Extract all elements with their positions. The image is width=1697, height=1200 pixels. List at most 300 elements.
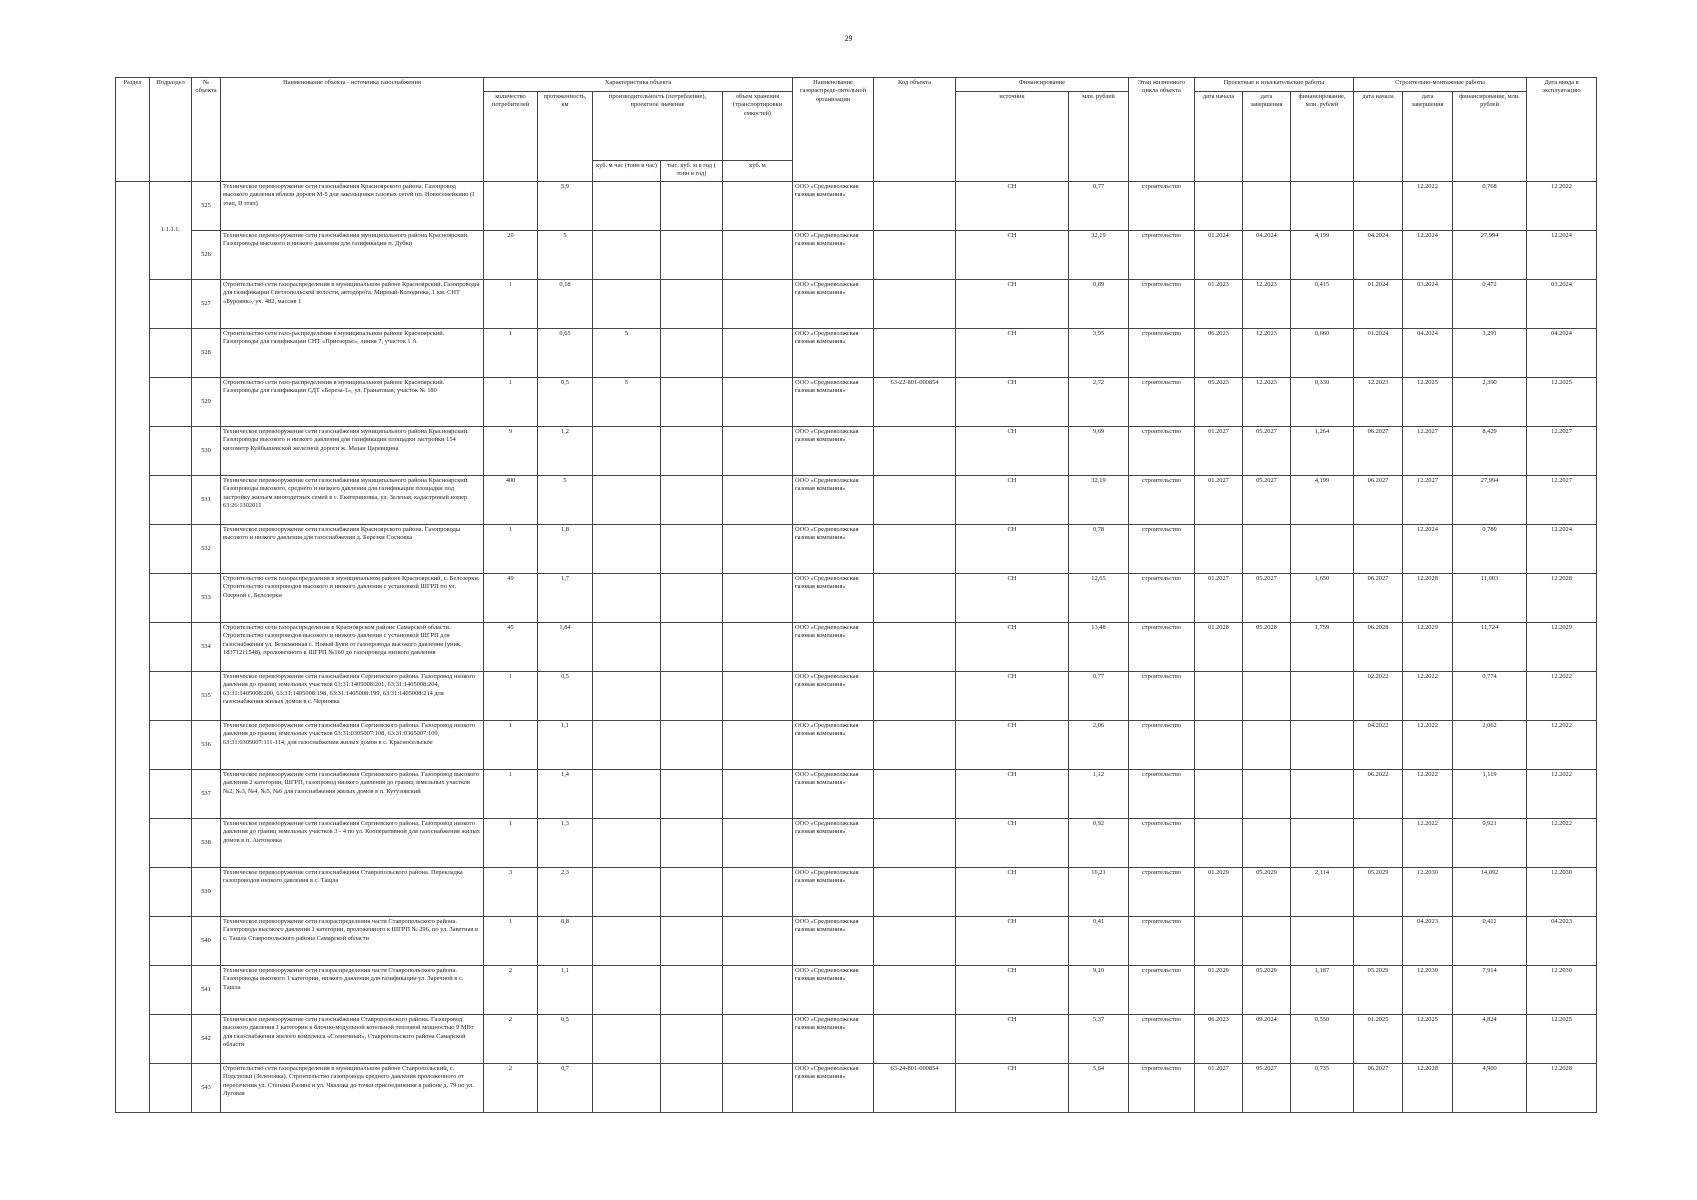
lifecycle-stage-cell: строительство (1129, 476, 1195, 525)
organization-cell: ООО «Средневолжская газовая компания» (793, 378, 874, 427)
header-unit-cubic-year: тыс. куб. м в год ( тонн в год) (661, 161, 723, 182)
object-code-cell (874, 329, 956, 378)
length-cell: 2,3 (538, 868, 593, 917)
object-number-cell: 534 (192, 623, 221, 672)
subsection-cell (150, 917, 192, 966)
design-end-cell: 05.2027 (1243, 476, 1291, 525)
design-financing-cell: 1,759 (1291, 623, 1354, 672)
commission-date-cell: 12.2024 (1527, 231, 1597, 280)
design-start-cell (1195, 672, 1243, 721)
design-end-cell: 05.2027 (1243, 1064, 1291, 1113)
construction-end-cell: 12.2030 (1403, 868, 1453, 917)
consumers-cell: 20 (484, 231, 538, 280)
design-end-cell: 12.2023 (1243, 280, 1291, 329)
organization-cell: ООО «Средневолжская газовая компания» (793, 770, 874, 819)
financing-mln-cell: 3,95 (1069, 329, 1129, 378)
construction-start-cell: 06.2022 (1354, 770, 1403, 819)
construction-start-cell: 04.2022 (1354, 721, 1403, 770)
construction-financing-cell: 0,921 (1453, 819, 1527, 868)
subsection-cell (150, 329, 192, 378)
commission-date-cell: 04.2023 (1527, 917, 1597, 966)
construction-end-cell: 12.2030 (1403, 966, 1453, 1015)
header-design-start: дата начала (1195, 92, 1243, 182)
storage-cell (723, 770, 793, 819)
header-construction-financing: финансирование, млн. рублей (1453, 92, 1527, 182)
subsection-cell (150, 672, 192, 721)
commission-date-cell: 12.2022 (1527, 819, 1597, 868)
construction-start-cell: 04.2024 (1354, 231, 1403, 280)
capacity-hour-cell: 5 (593, 378, 661, 427)
design-financing-cell: 4,199 (1291, 231, 1354, 280)
table-row (116, 966, 1597, 1015)
consumers-cell: 45 (484, 623, 538, 672)
subsection-cell (150, 1015, 192, 1064)
table-row (116, 280, 1597, 329)
header-object-name: Наименование объекта - источника газоснабжения (221, 78, 484, 182)
construction-start-cell (1354, 182, 1403, 231)
financing-mln-cell: 13,48 (1069, 623, 1129, 672)
capacity-hour-cell (593, 917, 661, 966)
commission-date-cell: 12.2022 (1527, 721, 1597, 770)
design-end-cell (1243, 721, 1291, 770)
consumers-cell: 2 (484, 1064, 538, 1113)
financing-source-cell: СН (956, 574, 1069, 623)
storage-cell (723, 1015, 793, 1064)
header-financing-mln: млн. рублей (1069, 92, 1129, 182)
financing-mln-cell: 5,64 (1069, 1064, 1129, 1113)
capacity-year-cell (661, 378, 723, 427)
construction-financing-cell: 0,472 (1453, 280, 1527, 329)
financing-mln-cell: 0,92 (1069, 819, 1129, 868)
design-end-cell: 05.2027 (1243, 574, 1291, 623)
object-number-cell: 536 (192, 721, 221, 770)
design-start-cell (1195, 182, 1243, 231)
design-start-cell: 06.2023 (1195, 329, 1243, 378)
capacity-hour-cell (593, 574, 661, 623)
financing-source-cell: СН (956, 427, 1069, 476)
design-financing-cell: 4,199 (1291, 476, 1354, 525)
header-commission-date: Дата ввода в эксплуатацию (1527, 78, 1597, 182)
object-code-cell: 63-24-801-000854 (874, 1064, 956, 1113)
length-cell: 0,7 (538, 1064, 593, 1113)
table-row (116, 721, 1597, 770)
length-cell: 1,8 (538, 525, 593, 574)
length-cell: 1,1 (538, 966, 593, 1015)
design-end-cell (1243, 182, 1291, 231)
table-row (116, 329, 1597, 378)
object-name-cell: Строительство сети газораспределения в муниципальном районе Ставропольский, с. Подстепки (Зеленовка). Строительство газопровода среднего давления проложенного от пересечения ул. Степана Разина и ул. Чкалова до точки присоединения в районе д. 79 по ул. Луговая (221, 1064, 484, 1113)
table-row (116, 1064, 1597, 1113)
object-name-cell: Техническое перевооружение сети газоснабжения Сергиевского района. Газопровод высокого давления 2 категории, ШГРП, газопровод низкого давления до границ земельных участков №2, №3, №4, №5, №6 для газоснабжения жилых домов в п. Кутузовский (221, 770, 484, 819)
lifecycle-stage-cell: строительство (1129, 623, 1195, 672)
construction-financing-cell: 4,900 (1453, 1064, 1527, 1113)
object-name-cell: Строительство сети газораспределения в Красноярском районе Самарской области. Строительство газопроводов высокого и низкого давления с установкой ШГРП для газоснабжения ул. Безымянная с. Новый Буян от газопровода высокого давления (уник. 18371211548), проложенного к ШГРП №160 до газопровода низкого давления (221, 623, 484, 672)
capacity-year-cell (661, 525, 723, 574)
consumers-cell: 1 (484, 721, 538, 770)
design-start-cell: 01.2028 (1195, 623, 1243, 672)
table-row (116, 1015, 1597, 1064)
lifecycle-stage-cell: строительство (1129, 770, 1195, 819)
object-code-cell (874, 525, 956, 574)
storage-cell (723, 280, 793, 329)
construction-financing-cell: 0,411 (1453, 917, 1527, 966)
object-name-cell: Техническое перевооружение сети газоснабжения муниципального района Красноярский. Газопроводы высокого и низкого давления для газификации площадки застройки 154 километр Куйбышевской железной дороги ж. Мазан Царевщина (221, 427, 484, 476)
capacity-hour-cell: 5 (593, 329, 661, 378)
commission-date-cell: 03.2024 (1527, 280, 1597, 329)
commission-date-cell: 12.2024 (1527, 525, 1597, 574)
length-cell: 1,84 (538, 623, 593, 672)
capacity-hour-cell (593, 231, 661, 280)
length-cell: 1,7 (538, 574, 593, 623)
consumers-cell: 1 (484, 280, 538, 329)
construction-end-cell: 04.2023 (1403, 917, 1453, 966)
object-number-cell: 528 (192, 329, 221, 378)
design-end-cell (1243, 525, 1291, 574)
table-body (116, 182, 1597, 1113)
consumers-cell: 1 (484, 525, 538, 574)
consumers-cell: 49 (484, 574, 538, 623)
table-row (116, 770, 1597, 819)
financing-mln-cell: 2,72 (1069, 378, 1129, 427)
design-start-cell: 01.2027 (1195, 574, 1243, 623)
subsection-cell (150, 525, 192, 574)
organization-cell: ООО «Средневолжская газовая компания» (793, 917, 874, 966)
object-number-cell: 542 (192, 1015, 221, 1064)
storage-cell (723, 427, 793, 476)
object-name-cell: Техническое перевооружение сети газоснабжения Ставропольского района. Перекладка газопроводов низкого давления в с. Тащла (221, 868, 484, 917)
construction-start-cell: 02.2022 (1354, 672, 1403, 721)
design-end-cell: 09.2024 (1243, 1015, 1291, 1064)
capacity-hour-cell (593, 476, 661, 525)
construction-financing-cell: 7,914 (1453, 966, 1527, 1015)
financing-source-cell: СН (956, 329, 1069, 378)
table-row (116, 868, 1597, 917)
construction-end-cell: 12.2029 (1403, 623, 1453, 672)
financing-mln-cell: 0,77 (1069, 672, 1129, 721)
design-financing-cell (1291, 672, 1354, 721)
object-name-cell: Техническое перевооружение сети газоснабжения Сергиевского района. Газопровод низкого давления до границ земельных участков 3 - 4 по ул. Кооперативной для газоснабжения жилых домов в п. Антоновка (221, 819, 484, 868)
object-code-cell: 63-22-801-000854 (874, 378, 956, 427)
capacity-year-cell (661, 623, 723, 672)
construction-start-cell: 01.2024 (1354, 329, 1403, 378)
construction-start-cell: 01.2025 (1354, 1015, 1403, 1064)
organization-cell: ООО «Средневолжская газовая компания» (793, 672, 874, 721)
length-cell: 0,8 (538, 917, 593, 966)
design-start-cell: 01.2023 (1195, 280, 1243, 329)
capacity-hour-cell (593, 868, 661, 917)
financing-mln-cell: 12,65 (1069, 574, 1129, 623)
commission-date-cell: 12.2029 (1527, 623, 1597, 672)
object-name-cell: Техническое перевооружение сети газоснабжения Сергиевского района. Газопровод низкого давления до границ земельных участков 63:31:0305007:108, 63:31:0305007:109, 63:31:0305007:111-114, для газоснабжения жилых домов в с. Красносельское (221, 721, 484, 770)
subsection-cell (150, 770, 192, 819)
subsection-cell (150, 868, 192, 917)
table-row (116, 231, 1597, 280)
object-number-cell: 525 (192, 182, 221, 231)
construction-financing-cell: 11,003 (1453, 574, 1527, 623)
header-organization: Наименование газораспреде-лительной организации (793, 78, 874, 182)
organization-cell: ООО «Средневолжская газовая компания» (793, 1015, 874, 1064)
storage-cell (723, 574, 793, 623)
financing-mln-cell: 1,12 (1069, 770, 1129, 819)
construction-end-cell: 03.2024 (1403, 280, 1453, 329)
financing-source-cell: СН (956, 182, 1069, 231)
commission-date-cell: 12.2022 (1527, 770, 1597, 819)
design-start-cell (1195, 721, 1243, 770)
design-start-cell: 01.2027 (1195, 427, 1243, 476)
financing-source-cell: СН (956, 819, 1069, 868)
organization-cell: ООО «Средневолжская газовая компания» (793, 182, 874, 231)
object-number-cell: 535 (192, 672, 221, 721)
design-end-cell: 12.2023 (1243, 378, 1291, 427)
header-lifecycle-stage: Этап жизненного цикла объекта (1129, 78, 1195, 182)
construction-financing-cell: 2,062 (1453, 721, 1527, 770)
design-end-cell: 05.2028 (1243, 623, 1291, 672)
storage-cell (723, 182, 793, 231)
object-name-cell: Строительство сети газо-распределения в муниципальном районе Красноярский. Газопроводы для газификации СНТ «Приозерье», линия 7, участок 1 А (221, 329, 484, 378)
table-row (116, 623, 1597, 672)
financing-mln-cell: 32,19 (1069, 231, 1129, 280)
capacity-year-cell (661, 770, 723, 819)
table-row (116, 378, 1597, 427)
organization-cell: ООО «Средневолжская газовая компания» (793, 280, 874, 329)
construction-financing-cell: 3,291 (1453, 329, 1527, 378)
design-end-cell: 12.2023 (1243, 329, 1291, 378)
financing-mln-cell: 9,10 (1069, 966, 1129, 1015)
design-end-cell: 05.2027 (1243, 427, 1291, 476)
header-design-works: Проектные и изыскательские работы (1195, 78, 1354, 92)
object-code-cell (874, 280, 956, 329)
object-name-cell: Строительство сети газо-распределения в муниципальном районе Красноярский. Газопроводы для газификации СДТ «Береза-1», ул. Гранатовая, участок № 180 (221, 378, 484, 427)
header-object-code: Код объекта (874, 78, 956, 182)
header-design-financing: финансирование, млн. рублей (1291, 92, 1354, 182)
consumers-cell: 2 (484, 966, 538, 1015)
lifecycle-stage-cell: строительство (1129, 427, 1195, 476)
capacity-year-cell (661, 182, 723, 231)
financing-mln-cell: 5,37 (1069, 1015, 1129, 1064)
subsection-cell (150, 721, 192, 770)
capacity-hour-cell (593, 1064, 661, 1113)
capacity-year-cell (661, 1064, 723, 1113)
construction-end-cell: 12.2027 (1403, 476, 1453, 525)
length-cell: 1,1 (538, 721, 593, 770)
construction-financing-cell: 11,724 (1453, 623, 1527, 672)
construction-end-cell: 12.2025 (1403, 1015, 1453, 1064)
header-consumers: количество потребителей (484, 92, 538, 182)
header-storage: объем хранения (транспортировки емкостей) (723, 92, 793, 161)
design-start-cell (1195, 770, 1243, 819)
construction-financing-cell: 4,824 (1453, 1015, 1527, 1064)
consumers-cell (484, 182, 538, 231)
design-financing-cell (1291, 917, 1354, 966)
storage-cell (723, 476, 793, 525)
organization-cell: ООО «Средневолжская газовая компания» (793, 966, 874, 1015)
construction-end-cell: 12.2022 (1403, 770, 1453, 819)
organization-cell: ООО «Средневолжская газовая компания» (793, 574, 874, 623)
lifecycle-stage-cell: строительство (1129, 1064, 1195, 1113)
lifecycle-stage-cell: строительство (1129, 182, 1195, 231)
object-name-cell: Строительство сети газораспределения в муниципальном районе Красноярский. Газопроводы для газификации Светлопольской волости, автодорога. Мирный-Колодинка, 1 км. СНТ «Буровик», уч. 482, массив 1 (221, 280, 484, 329)
financing-mln-cell: 0,89 (1069, 280, 1129, 329)
capacity-year-cell (661, 427, 723, 476)
consumers-cell: 9 (484, 427, 538, 476)
design-end-cell (1243, 672, 1291, 721)
construction-start-cell (1354, 819, 1403, 868)
length-cell: 5 (538, 476, 593, 525)
design-end-cell: 05.2029 (1243, 868, 1291, 917)
storage-cell (723, 1064, 793, 1113)
lifecycle-stage-cell: строительство (1129, 672, 1195, 721)
object-name-cell: Техническое перевооружение сети газоснабжения муниципального района Красноярский. Газопроводы высокого и низкого давления для газификации п. Дубки (221, 231, 484, 280)
storage-cell (723, 623, 793, 672)
object-number-cell: 527 (192, 280, 221, 329)
financing-source-cell: СН (956, 525, 1069, 574)
object-code-cell (874, 574, 956, 623)
table-row (116, 819, 1597, 868)
length-cell: 0,18 (538, 280, 593, 329)
financing-source-cell: СН (956, 966, 1069, 1015)
organization-cell: ООО «Средневолжская газовая компания» (793, 329, 874, 378)
design-financing-cell: 0,660 (1291, 329, 1354, 378)
consumers-cell: 400 (484, 476, 538, 525)
commission-date-cell: 12.2027 (1527, 476, 1597, 525)
storage-cell (723, 819, 793, 868)
construction-start-cell: 01.2024 (1354, 280, 1403, 329)
commission-date-cell: 12.2027 (1527, 427, 1597, 476)
consumers-cell: 1 (484, 770, 538, 819)
design-start-cell: 06.2023 (1195, 1015, 1243, 1064)
capacity-year-cell (661, 574, 723, 623)
storage-cell (723, 525, 793, 574)
capacity-hour-cell (593, 623, 661, 672)
consumers-cell: 1 (484, 672, 538, 721)
design-financing-cell: 0,330 (1291, 378, 1354, 427)
header-unit-cubic-hour: куб. м час (тонн в час) (593, 161, 661, 182)
lifecycle-stage-cell: строительство (1129, 574, 1195, 623)
header-capacity: производительность (потребление), проектное значение (593, 92, 723, 161)
financing-source-cell: СН (956, 770, 1069, 819)
capacity-year-cell (661, 966, 723, 1015)
lifecycle-stage-cell: строительство (1129, 721, 1195, 770)
header-financing-source: источник (956, 92, 1069, 182)
length-cell: 0,65 (538, 329, 593, 378)
object-code-cell (874, 966, 956, 1015)
capacity-hour-cell (593, 1015, 661, 1064)
storage-cell (723, 329, 793, 378)
header-subsection: Подраздел (150, 78, 192, 182)
object-number-cell: 538 (192, 819, 221, 868)
capacity-year-cell (661, 231, 723, 280)
object-code-cell (874, 917, 956, 966)
storage-cell (723, 378, 793, 427)
construction-end-cell: 12.2027 (1403, 427, 1453, 476)
table-row (116, 182, 1597, 231)
construction-end-cell: 12.2028 (1403, 1064, 1453, 1113)
object-number-cell: 531 (192, 476, 221, 525)
design-start-cell: 01.2029 (1195, 868, 1243, 917)
capacity-year-cell (661, 329, 723, 378)
construction-end-cell: 12.2022 (1403, 819, 1453, 868)
consumers-cell: 1 (484, 378, 538, 427)
organization-cell: ООО «Средневолжская газовая компания» (793, 868, 874, 917)
object-code-cell (874, 231, 956, 280)
object-name-cell: Техническое перевооружение сети газораспределения части Ставропольского района. Газопровода высокого давления 1 категории, проложенного к ШГРП № 296, по ул. Заветная в с. Ташла Ставропольского района Самарской области (221, 917, 484, 966)
object-name-cell: Строительство сети газораспределения в муниципальном районе Красноярский, с. Белозерки. Строительство газопроводов высокого и низкого давления с установкой ШГРП по ул. Озерной с. Белозерки (221, 574, 484, 623)
commission-date-cell: 04.2024 (1527, 329, 1597, 378)
financing-source-cell: СН (956, 721, 1069, 770)
capacity-year-cell (661, 476, 723, 525)
table-row (116, 525, 1597, 574)
object-code-cell (874, 721, 956, 770)
design-end-cell (1243, 917, 1291, 966)
object-name-cell: Техническое перевооружение сети газоснабжения муниципального района Красноярский. Газопроводы высокого, среднего и низкого давления для газификации площадки под застройку жильем многодетных семей в с. Екатериновка, ул. Зеленая, кадастровый номер 63:26:1302011 (221, 476, 484, 525)
object-code-cell (874, 819, 956, 868)
lifecycle-stage-cell: строительство (1129, 868, 1195, 917)
gas-supply-table (115, 77, 1597, 1113)
subsection-cell (150, 819, 192, 868)
table-row (116, 476, 1597, 525)
financing-source-cell: СН (956, 378, 1069, 427)
length-cell: 1,3 (538, 819, 593, 868)
construction-start-cell: 05.2029 (1354, 966, 1403, 1015)
financing-mln-cell: 32,19 (1069, 476, 1129, 525)
subsection-cell (150, 378, 192, 427)
section-cell (116, 182, 150, 1113)
consumers-cell: 3 (484, 868, 538, 917)
length-cell: 1,2 (538, 427, 593, 476)
object-number-cell: 537 (192, 770, 221, 819)
object-number-cell: 540 (192, 917, 221, 966)
object-name-cell: Техническое перевооружение сети газоснабжения Красноярского района. Газопровод высокого давления вблизи дороги М-5 для закольцовки газовых сетей пп. Новосемейкино (I этап, II этап) (221, 182, 484, 231)
design-financing-cell (1291, 721, 1354, 770)
header-design-end: дата завершения (1243, 92, 1291, 182)
object-code-cell (874, 182, 956, 231)
design-end-cell (1243, 819, 1291, 868)
financing-source-cell: СН (956, 1015, 1069, 1064)
length-cell: 0,5 (538, 672, 593, 721)
storage-cell (723, 966, 793, 1015)
financing-mln-cell: 9,69 (1069, 427, 1129, 476)
page-number: 29 (844, 34, 853, 43)
header-length: протяженность, км (538, 92, 593, 182)
financing-source-cell: СН (956, 868, 1069, 917)
object-code-cell (874, 427, 956, 476)
financing-source-cell: СН (956, 917, 1069, 966)
commission-date-cell: 12.2030 (1527, 868, 1597, 917)
construction-start-cell: 05.2029 (1354, 868, 1403, 917)
length-cell: 5,9 (538, 182, 593, 231)
consumers-cell: 1 (484, 329, 538, 378)
construction-financing-cell: 0,774 (1453, 672, 1527, 721)
object-code-cell (874, 868, 956, 917)
construction-financing-cell: 1,119 (1453, 770, 1527, 819)
construction-end-cell: 12.2028 (1403, 574, 1453, 623)
subsection-cell: 1.1.1.1. (150, 182, 192, 280)
design-financing-cell: 1,187 (1291, 966, 1354, 1015)
capacity-hour-cell (593, 672, 661, 721)
financing-mln-cell: 16,21 (1069, 868, 1129, 917)
object-code-cell (874, 623, 956, 672)
design-start-cell: 01.2027 (1195, 476, 1243, 525)
subsection-cell (150, 427, 192, 476)
storage-cell (723, 917, 793, 966)
construction-start-cell (1354, 917, 1403, 966)
commission-date-cell: 12.2025 (1527, 1015, 1597, 1064)
construction-end-cell: 12.2024 (1403, 525, 1453, 574)
financing-mln-cell: 0,77 (1069, 182, 1129, 231)
design-financing-cell (1291, 182, 1354, 231)
organization-cell: ООО «Средневолжская газовая компания» (793, 525, 874, 574)
lifecycle-stage-cell: строительство (1129, 378, 1195, 427)
